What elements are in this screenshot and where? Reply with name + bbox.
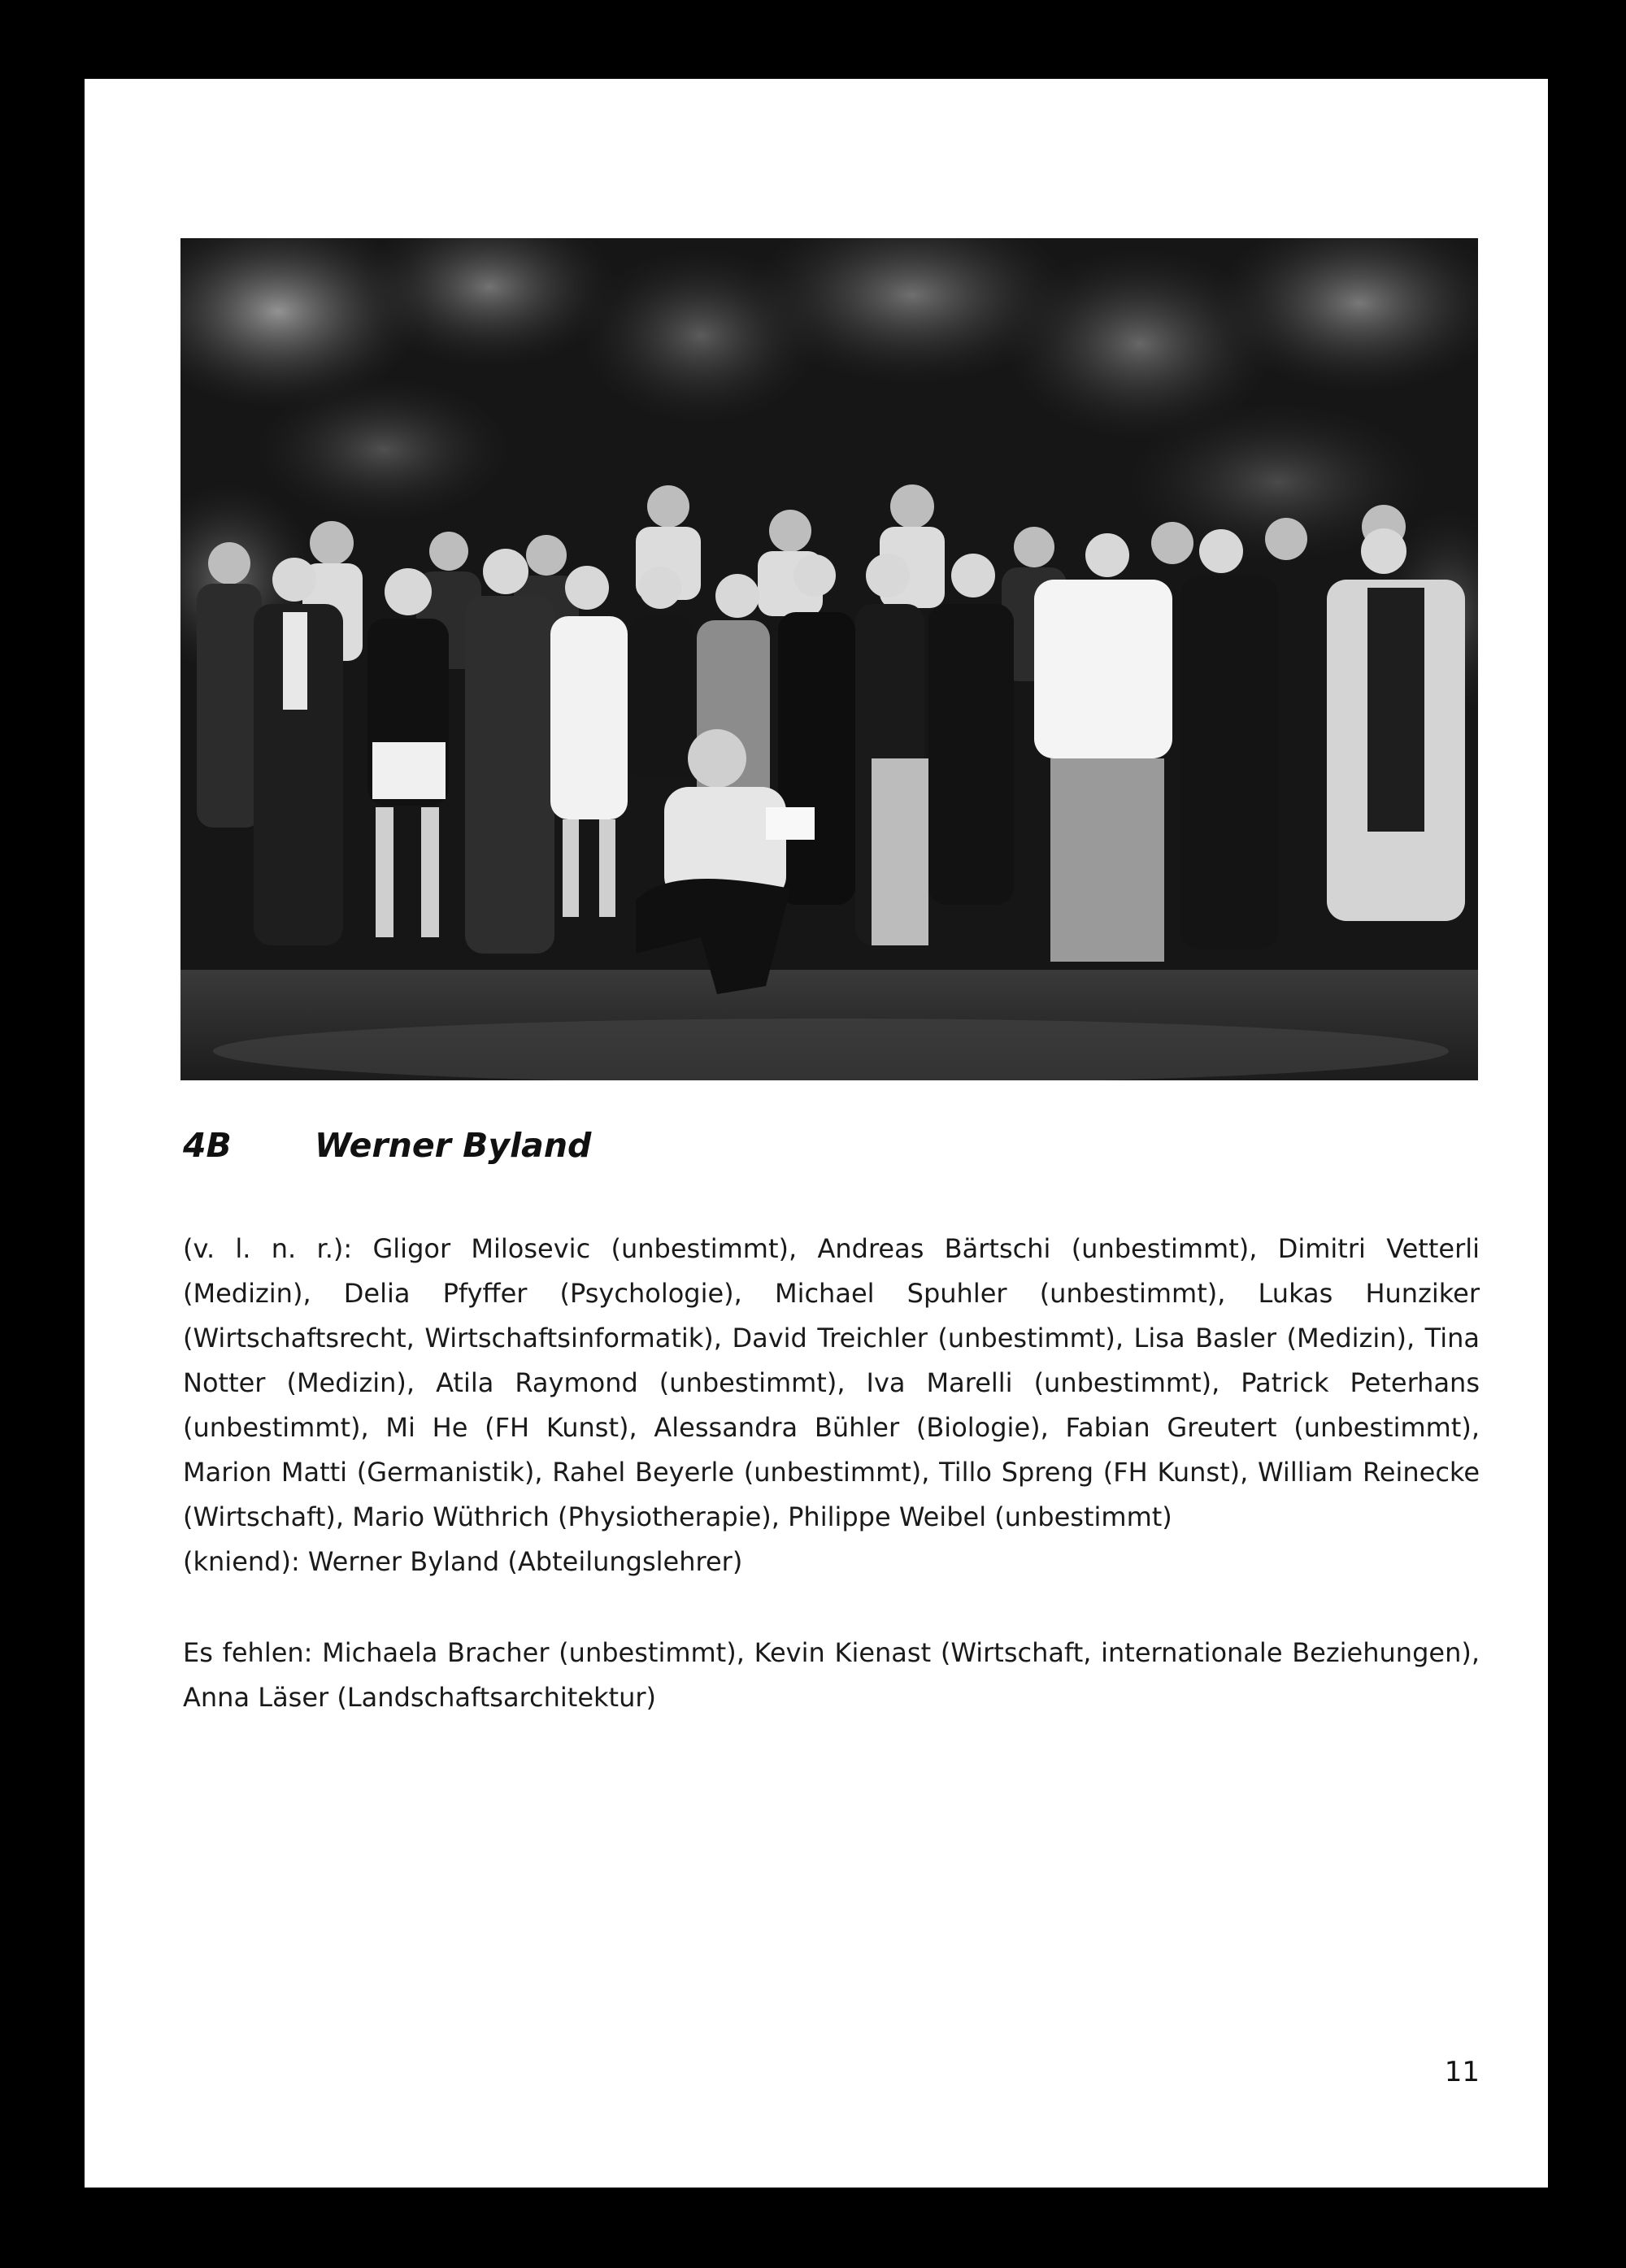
document-page — [85, 79, 1548, 2188]
group-photo-illustration — [180, 238, 1478, 1080]
page-number: 11 — [1444, 2056, 1480, 2088]
absent-students-paragraph: Es fehlen: Michaela Bracher (unbestimmt), Kevin Kienast (Wirtschaft, internationale Beziehungen), Anna Läser (Landschaftsarchitektur) — [183, 1637, 1480, 1713]
standing-students-paragraph: (v. l. n. r.): Gligor Milosevic (unbestimmt), Andreas Bärtschi (unbestimmt), Dimitri Vetterli (Medizin), Delia Pfyffer (Psychologie), Michael Spuhler (unbestimmt), Lukas Hunziker (Wirtschaftsrecht, Wirtschaftsinformatik), David Treichler (unbestimmt), Lisa Basler (Medizin), Tina Notter (Medizin), Atila Raymond (unbestimmt), Iva Marelli (unbestimmt), Patrick Peterhans (unbestimmt), Mi He (FH Kunst), Alessandra Bühler (Biologie), Fabian Greutert (unbestimmt), Marion Matti (Germanistik), Rahel Beyerle (unbestimmt), Tillo Spreng (FH Kunst), William Reinecke (Wirtschaft), Mario Wüthrich (Physiotherapie), Philippe Weibel (unbestimmt) — [183, 1233, 1480, 1532]
kneeling-paragraph: (kniend): Werner Byland (Abteilungslehrer) — [183, 1546, 743, 1577]
class-group-photo — [180, 238, 1478, 1080]
teacher-name: Werner Byland — [315, 1126, 592, 1165]
class-label: 4B — [183, 1126, 232, 1165]
section-heading — [183, 1126, 591, 1165]
